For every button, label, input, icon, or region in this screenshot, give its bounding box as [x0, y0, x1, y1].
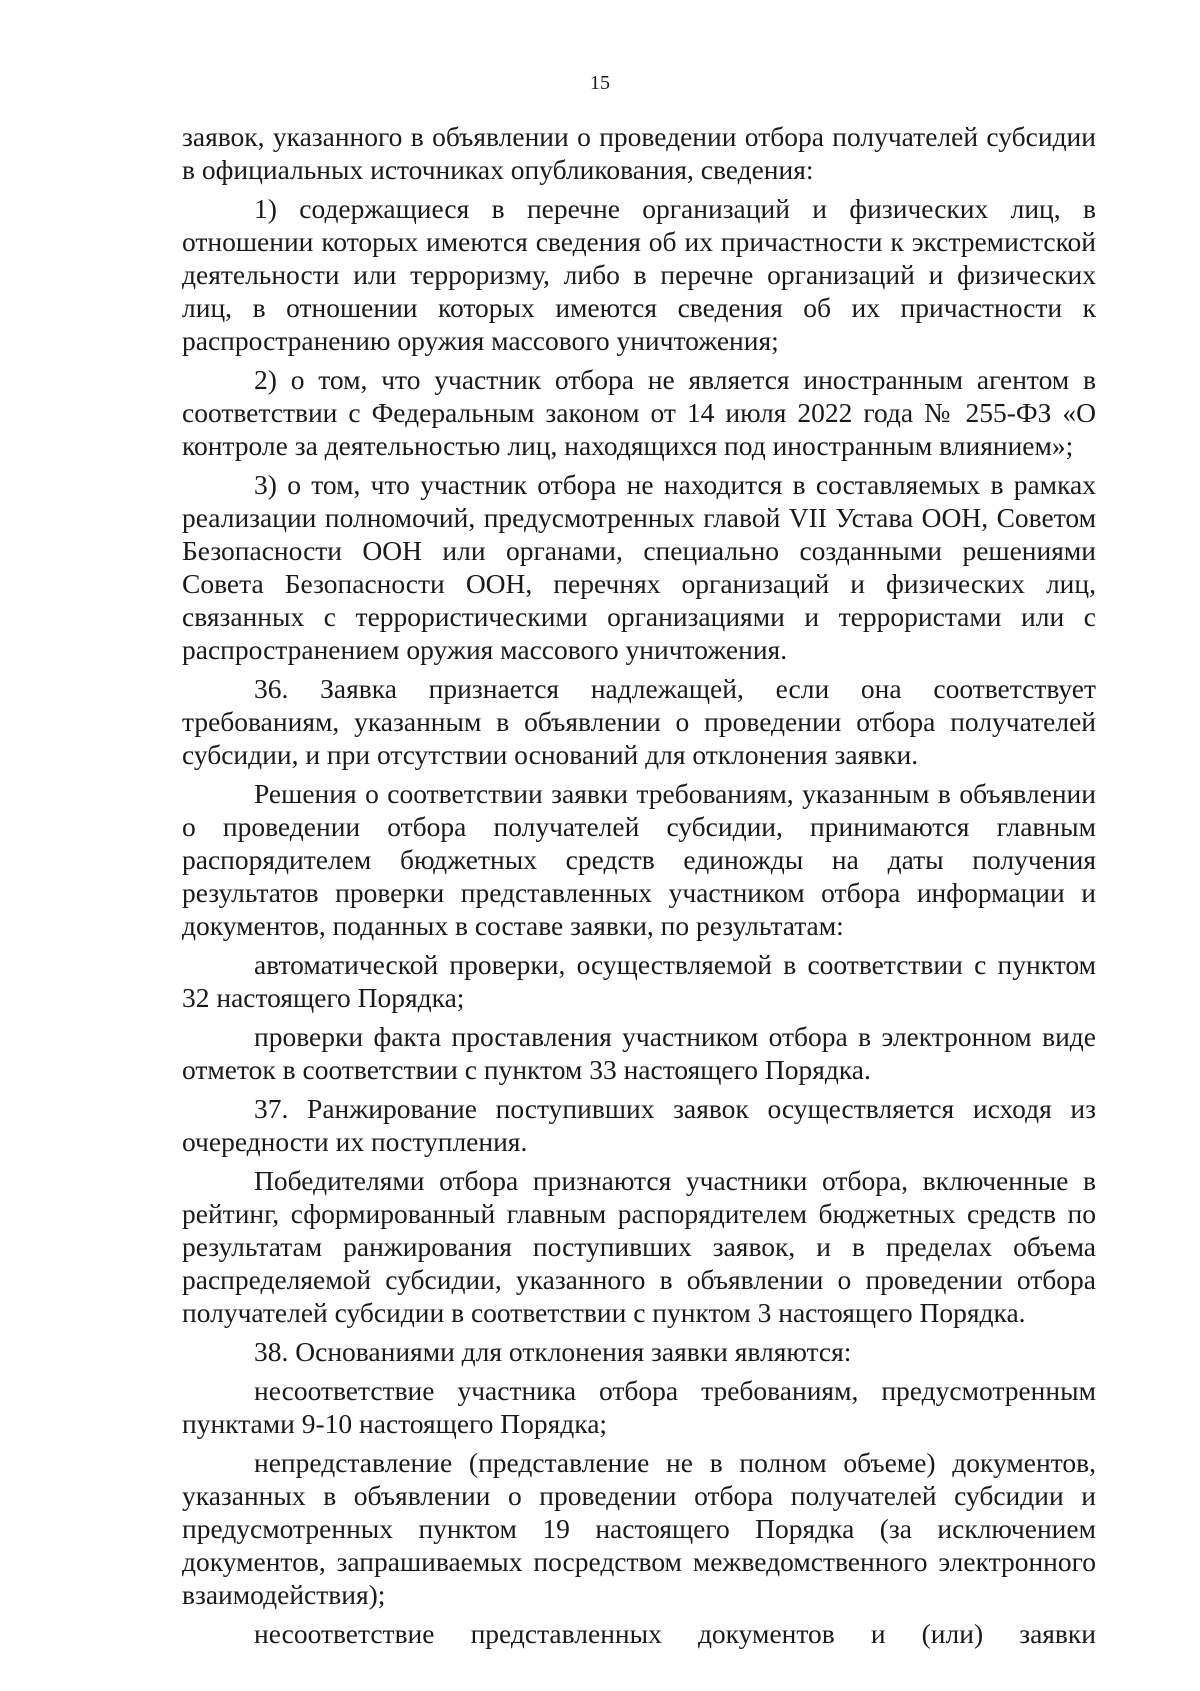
paragraph-item-3: 3) о том, что участник отбора не находится в составляемых в рамках реализации полномочий, предусмотренных главой VII Устава ООН, Советом Безопасности ООН или органами, специально созданными решениями Совета Безопасности ООН, перечнях организаций и физических лиц, связанных с террористическими организациями и террористами или с распространением оружия массового уничтожения. [182, 469, 1096, 665]
paragraph-item-1: 1) содержащиеся в перечне организаций и физических лиц, в отношении которых имеются сведения об их причастности к экстремистской деятельности или терроризму, либо в перечне организаций и физических лиц, в отношении которых имеются сведения об их причастности к распространению оружия массового уничтожения; [182, 193, 1096, 356]
paragraph-nonsubmission: непредставление (представление не в полном объеме) документов, указанных в объявлении о проведении отбора получателей субсидии и предусмотренных пунктом 19 настоящего Порядка (за исключением документов, запрашиваемых посредством межведомственного электронного взаимодействия); [182, 1447, 1096, 1610]
paragraph-automatic-check: автоматической проверки, осуществляемой в соответствии с пунктом 32 настоящего Порядка; [182, 949, 1096, 1013]
document-body [182, 120, 1096, 1650]
paragraph-marks-check: проверки факта проставления участником отбора в электронном виде отметок в соответствии с пунктом 33 настоящего Порядка. [182, 1021, 1096, 1085]
paragraph-continuation: заявок, указанного в объявлении о проведении отбора получателей субсидии в официальных источниках опубликования, сведения: [182, 121, 1096, 185]
page-number: 15 [590, 72, 610, 94]
paragraph-winners: Победителями отбора признаются участники отбора, включенные в рейтинг, сформированный главным распорядителем бюджетных средств по результатам ранжирования поступивших заявок, и в пределах объема распределяемой субсидии, указанного в объявлении о проведении отбора получателей субсидии в соответствии с пунктом 3 настоящего Порядка. [182, 1165, 1096, 1328]
paragraph-38: 38. Основаниями для отклонения заявки являются: [254, 1336, 852, 1367]
paragraph-decisions: Решения о соответствии заявки требованиям, указанным в объявлении о проведении отбора получателей субсидии, принимаются главным распорядителем бюджетных средств единожды на даты получения результатов проверки представленных участником отбора информации и документов, поданных в составе заявки, по результатам: [182, 778, 1096, 941]
paragraph-item-2: 2) о том, что участник отбора не является иностранным агентом в соответствии с Федеральным законом от 14 июля 2022 года № 255-ФЗ «О контроле за деятельностью лиц, находящихся под иностранным влиянием»; [182, 364, 1096, 461]
paragraph-36: 36. Заявка признается надлежащей, если она соответствует требованиям, указанным в объявлении о проведении отбора получателей субсидии, и при отсутствии оснований для отклонения заявки. [182, 673, 1096, 770]
paragraph-noncompliance: несоответствие участника отбора требованиям, предусмотренным пунктами 9-10 настоящего Порядка; [182, 1375, 1096, 1439]
paragraph-document-mismatch: несоответствие представленных документов и (или) заявки [254, 1618, 1096, 1649]
paragraph-37: 37. Ранжирование поступивших заявок осуществляется исходя из очередности их поступления. [182, 1093, 1096, 1157]
